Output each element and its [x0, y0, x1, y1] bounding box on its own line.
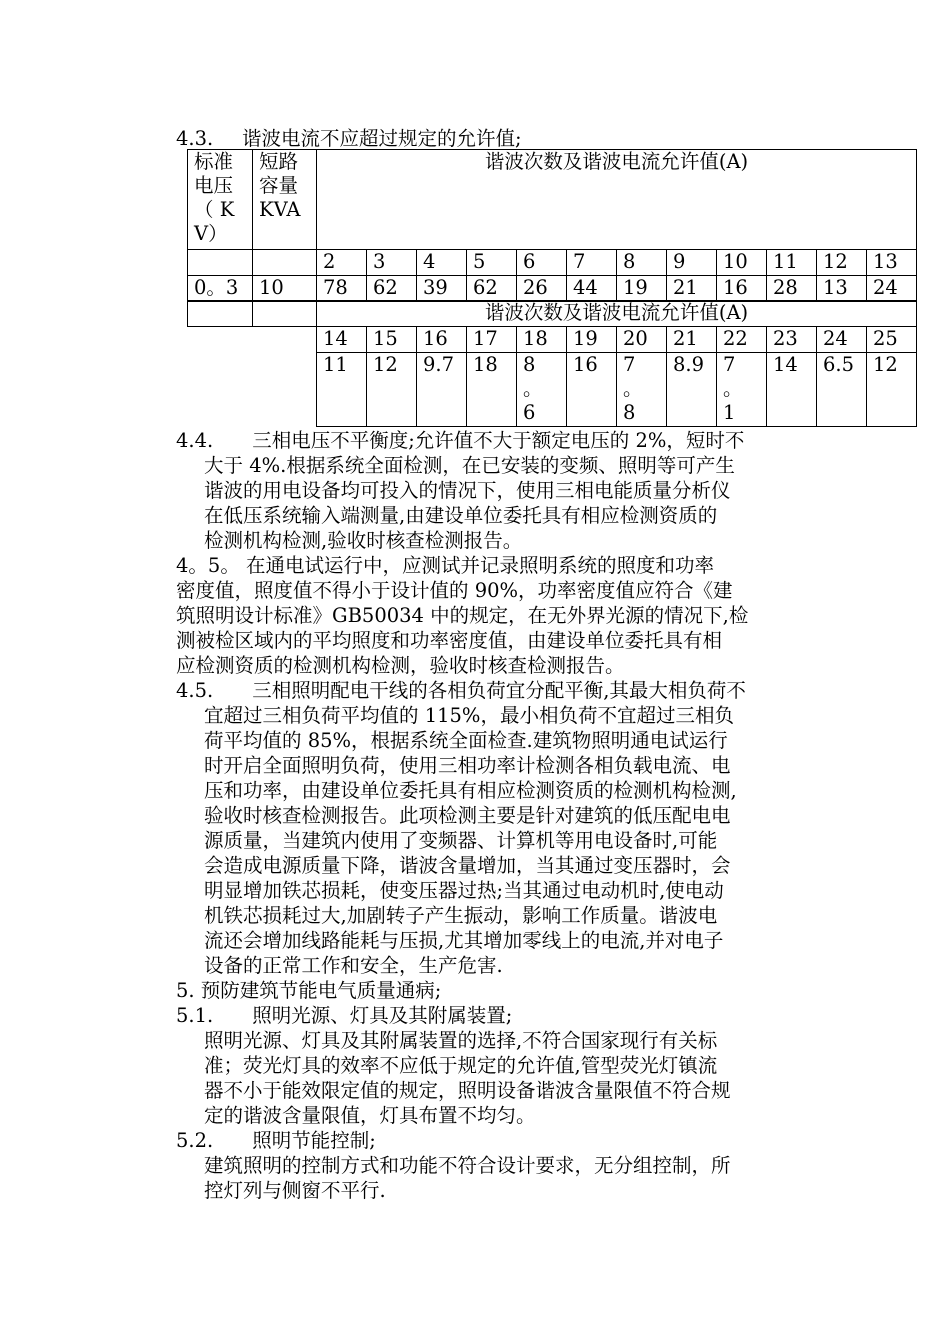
- harmonic-order-cell-0: 2: [317, 250, 367, 276]
- harmonic-order-cell-4: 18: [517, 327, 567, 353]
- harmonic-order-cell-7: 21: [667, 327, 717, 353]
- harmonic-value-cell-4: 26: [517, 276, 567, 302]
- text-line: 荷平均值的 85%，根据系统全面检查.建筑物照明通电试运行: [204, 729, 728, 752]
- text-line: 5.2. 照明节能控制;: [176, 1129, 376, 1152]
- harmonic-order-cell-8: 22: [717, 327, 767, 353]
- text-line: 定的谐波含量限值，灯具布置不均匀。: [204, 1104, 536, 1127]
- blank-cell: [253, 327, 317, 353]
- harmonic-order-cell-9: 23: [767, 327, 817, 353]
- text-line: 谐波的用电设备均可投入的情况下，使用三相电能质量分析仪: [204, 479, 731, 502]
- heading-text: 谐波电流不应超过规定的允许值;: [242, 127, 522, 150]
- text-line: 应检测资质的检测机构检测，验收时核查检测报告。: [176, 654, 625, 677]
- harmonic-order-cell-2: 4: [417, 250, 467, 276]
- capacity-value: 10: [253, 276, 317, 302]
- harmonic-value-cell-6: 7 。 8: [617, 353, 667, 427]
- harmonic-order-cell-3: 5: [467, 250, 517, 276]
- harmonic-value-cell-5: 16: [567, 353, 617, 427]
- harmonic-table-2: [187, 300, 917, 427]
- harmonic-value-cell-3: 18: [467, 353, 517, 427]
- header-standard-voltage: 标准 电压 （ K V）: [188, 150, 253, 250]
- text-line: 4。5。 在通电试运行中，应测试并记录照明系统的照度和功率: [176, 554, 715, 577]
- harmonic-value-cell-0: 11: [317, 353, 367, 427]
- text-line: 在低压系统输入端测量,由建设单位委托具有相应检测资质的: [204, 504, 718, 527]
- harmonic-order-cell-7: 9: [667, 250, 717, 276]
- harmonic-value-cell-2: 39: [417, 276, 467, 302]
- blank-cell: [253, 353, 317, 427]
- harmonic-value-cell-8: 16: [717, 276, 767, 302]
- empty-cell: [188, 250, 253, 276]
- harmonic-value-cell-11: 24: [867, 276, 917, 302]
- harmonic-table-1: [187, 149, 917, 302]
- harmonic-order-cell-1: 15: [367, 327, 417, 353]
- empty-cell: [188, 301, 253, 327]
- text-line: 照明光源、灯具及其附属装置的选择,不符合国家现行有关标: [204, 1029, 718, 1052]
- harmonic-value-cell-3: 62: [467, 276, 517, 302]
- harmonic-value-cell-4: 8 。 6: [517, 353, 567, 427]
- text-line: 验收时核查检测报告。此项检测主要是针对建筑的低压配电电: [204, 804, 731, 827]
- harmonic-value-cell-11: 12: [867, 353, 917, 427]
- harmonic-value-cell-7: 21: [667, 276, 717, 302]
- text-line: 明显增加铁芯损耗，使变压器过热;当其通过电动机时,使电动: [204, 879, 724, 902]
- text-line: 流还会增加线路能耗与压损,尤其增加零线上的电流,并对电子: [204, 929, 724, 952]
- text-line: 会造成电源质量下降，谐波含量增加，当其通过变压器时，会: [204, 854, 731, 877]
- harmonic-order-cell-10: 24: [817, 327, 867, 353]
- text-line: 压和功率，由建设单位委托具有相应检测资质的检测机构检测,: [204, 779, 737, 802]
- text-line: 测被检区域内的平均照度和功率密度值，由建设单位委托具有相: [176, 629, 723, 652]
- harmonic-value-cell-5: 44: [567, 276, 617, 302]
- harmonic-order-cell-11: 13: [867, 250, 917, 276]
- blank-cell: [188, 327, 253, 353]
- text-line: 机铁芯损耗过大,加剧转子产生振动，影响工作质量。谐波电: [204, 904, 718, 927]
- harmonic-value-cell-0: 78: [317, 276, 367, 302]
- text-line: 控灯列与侧窗不平行.: [204, 1179, 386, 1202]
- harmonic-order-cell-6: 8: [617, 250, 667, 276]
- text-line: 器不小于能效限定值的规定，照明设备谐波含量限值不符合规: [204, 1079, 731, 1102]
- harmonic-order-cell-1: 3: [367, 250, 417, 276]
- blank-cell: [188, 353, 253, 427]
- text-line: 设备的正常工作和安全，生产危害.: [204, 954, 503, 977]
- voltage-value: 0。3: [188, 276, 253, 302]
- text-line: 密度值，照度值不得小于设计值的 90%，功率密度值应符合《建: [176, 579, 733, 602]
- harmonic-value-cell-1: 12: [367, 353, 417, 427]
- harmonic-order-cell-8: 10: [717, 250, 767, 276]
- harmonic-order-cell-11: 25: [867, 327, 917, 353]
- text-line: 大于 4%.根据系统全面检测，在已安装的变频、照明等可产生: [204, 454, 735, 477]
- header-harmonic-span: 谐波次数及谐波电流允许值(A): [317, 150, 917, 250]
- harmonic-order-cell-3: 17: [467, 327, 517, 353]
- harmonic-order-cell-5: 7: [567, 250, 617, 276]
- harmonic-value-cell-9: 14: [767, 353, 817, 427]
- harmonic-value-cell-9: 28: [767, 276, 817, 302]
- text-line: 时开启全面照明负荷，使用三相功率计检测各相负载电流、电: [204, 754, 731, 777]
- harmonic-order-cell-4: 6: [517, 250, 567, 276]
- text-line: 建筑照明的控制方式和功能不符合设计要求，无分组控制，所: [204, 1154, 731, 1177]
- text-line: 源质量，当建筑内使用了变频器、计算机等用电设备时,可能: [204, 829, 718, 852]
- empty-cell: [253, 250, 317, 276]
- heading-number: 4.3.: [176, 127, 214, 150]
- harmonic-order-cell-5: 19: [567, 327, 617, 353]
- harmonic-order-cell-2: 16: [417, 327, 467, 353]
- empty-cell: [253, 301, 317, 327]
- harmonic-order-cell-9: 11: [767, 250, 817, 276]
- text-line: 准；荧光灯具的效率不应低于规定的允许值,管型荧光灯镇流: [204, 1054, 718, 1077]
- harmonic-value-cell-8: 7 。 1: [717, 353, 767, 427]
- harmonic-value-cell-2: 9.7: [417, 353, 467, 427]
- text-line: 宜超过三相负荷平均值的 115%，最小相负荷不宜超过三相负: [204, 704, 734, 727]
- harmonic-value-cell-7: 8.9: [667, 353, 717, 427]
- harmonic-value-cell-10: 13: [817, 276, 867, 302]
- heading-4-3: [176, 126, 522, 151]
- header-short-circuit-capacity: 短路 容量 KVA: [253, 150, 317, 250]
- text-line: 筑照明设计标准》GB50034 中的规定，在无外界光源的情况下,检: [176, 604, 749, 627]
- text-line: 检测机构检测,验收时核查检测报告。: [204, 529, 523, 552]
- harmonic-value-cell-6: 19: [617, 276, 667, 302]
- harmonic-order-cell-10: 12: [817, 250, 867, 276]
- text-line: 4.4. 三相电压不平衡度;允许值不大于额定电压的 2%，短时不: [176, 429, 745, 452]
- text-line: 5.1. 照明光源、灯具及其附属装置;: [176, 1004, 513, 1027]
- harmonic-value-cell-10: 6.5: [817, 353, 867, 427]
- harmonic-value-cell-1: 62: [367, 276, 417, 302]
- text-line: 5. 预防建筑节能电气质量通病;: [176, 979, 442, 1002]
- harmonic-order-cell-6: 20: [617, 327, 667, 353]
- header-harmonic-span-2: 谐波次数及谐波电流允许值(A): [317, 301, 917, 327]
- harmonic-order-cell-0: 14: [317, 327, 367, 353]
- text-line: 4.5. 三相照明配电干线的各相负荷宜分配平衡,其最大相负荷不: [176, 679, 746, 702]
